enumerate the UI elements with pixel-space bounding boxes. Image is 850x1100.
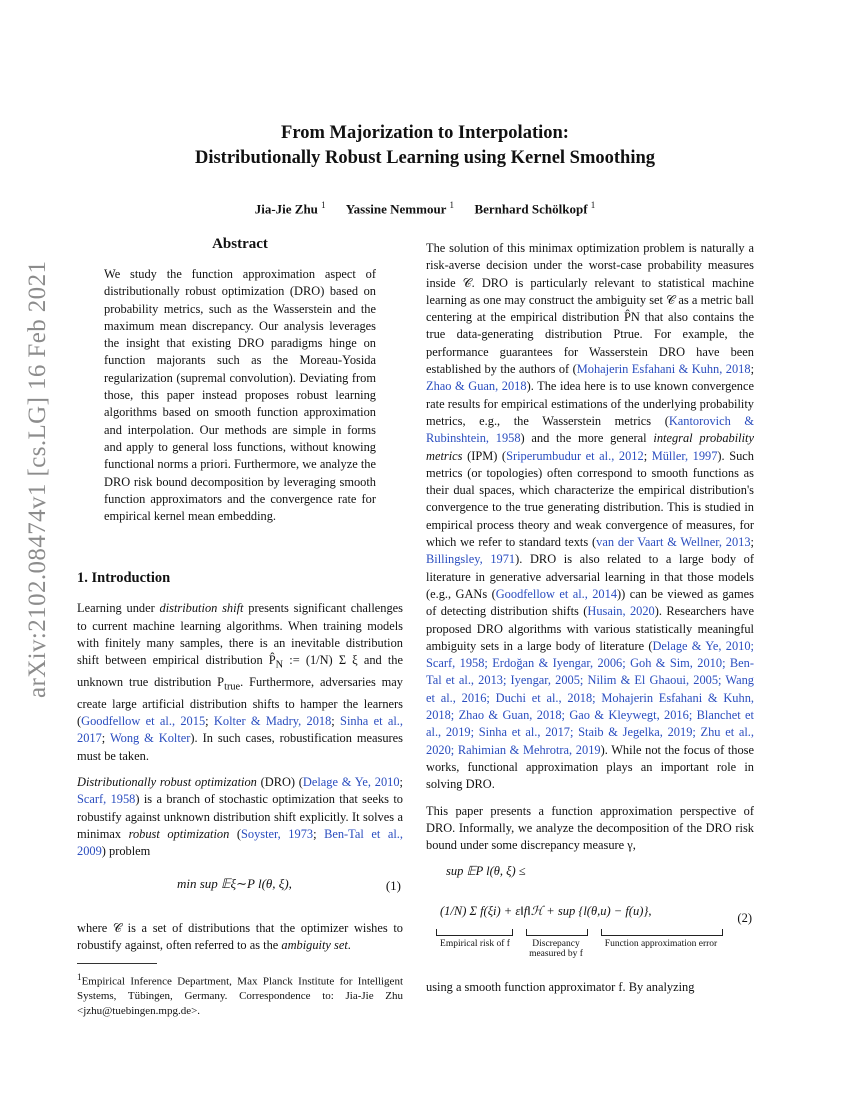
author-3: Bernhard Schölkopf bbox=[474, 201, 588, 217]
paper-title bbox=[0, 121, 850, 171]
citation-link[interactable]: Kantorovich & Rubinshtein, 1958 bbox=[426, 413, 754, 446]
citation-link[interactable]: Scarf, 1958 bbox=[77, 792, 136, 807]
right-paragraph-2: This paper presents a function approximation perspective of DRO. Informally, we analyze the decomposition of the DRO risk bound under some discrepancy measure γ, bbox=[426, 803, 754, 853]
underbrace bbox=[436, 929, 513, 936]
author-1: Jia-Jie Zhu bbox=[254, 201, 318, 217]
citation-link[interactable]: Goodfellow et al., 2015 bbox=[81, 714, 206, 729]
equation-2-line-1: sup 𝔼P l(θ, ξ) ≤ bbox=[446, 864, 526, 879]
citation-link[interactable]: Husain, 2020 bbox=[587, 604, 655, 619]
citation-link[interactable]: Wong & Kolter bbox=[109, 731, 191, 746]
title-line-1: From Majorization to Interpolation: bbox=[281, 123, 569, 143]
affiliation-mark: 1 bbox=[321, 200, 326, 210]
citation-link[interactable]: Zhao & Guan, 2018 bbox=[426, 379, 527, 394]
citation-link[interactable]: Ben-Tal et al., 2009 bbox=[77, 826, 403, 859]
intro-paragraph-3: where 𝒞 is a set of distributions that the optimizer wishes to robustify against, often referred to as the ambiguity set. bbox=[77, 920, 403, 952]
underbrace bbox=[526, 929, 588, 936]
citation-link[interactable]: Delage & Ye, 2010 bbox=[302, 775, 400, 790]
abstract-text: We study the function approximation aspect of distributionally robust optimization (DRO) based on probability metrics, such as the Wasserstein and the maximum mean discrepancy. Our analysis leverages the insight that existing DRO paradigms hinge on function majorants such as the Moreau-Yosida regularization (supremal convolution). Deviating from those, this paper instead proposes robust learning algorithms based on smooth function approximation and interpolation. Our methods are simple in forms and apply to general loss functions, without knowing functional norms a priori. Furthermore, we analyze the DRO risk bound decomposition by leveraging smooth function approximators and the convergence rate for empirical kernel mean embedding. bbox=[104, 267, 376, 524]
equation-1 bbox=[77, 870, 403, 914]
equation-2-line-2: (1/N) Σ f(ξi) + ε‖f‖ℋ + sup {l(θ,u) − f(u)}, bbox=[440, 904, 652, 919]
citation-link[interactable]: Mohajerin Esfahani & Kuhn, 2018 bbox=[576, 362, 751, 377]
citation-link[interactable]: Delage & Ye, 2010; Scarf, 1958; Erdoğan & Iyengar, 2006; Goh & Sim, 2010; Ben-Tal et al., 2013; Iyengar, 2005; Nilim & El Ghaoui, 2005; Wang et al., 2016; Duchi et al., 2018; Mohajerin Esfahani & Kuhn, 2018; Zhao & Guan, 2018; Gao & Kleywegt, 2016; Blanchet et al., 2019; Sinha et al., 2017; Staib & Jegelka, 2019; Zhu et al., 2020; Rahimian & Mehrotra, 2019 bbox=[426, 638, 754, 757]
right-paragraph-3: using a smooth function approximator f. By analyzing bbox=[426, 980, 695, 995]
footnote-divider bbox=[77, 963, 157, 964]
left-column bbox=[77, 236, 403, 1018]
section-heading-introduction: 1. Introduction bbox=[77, 570, 171, 587]
underbrace-label-empirical-risk: Empirical risk of f bbox=[440, 939, 510, 950]
citation-link[interactable]: Goodfellow et al., 2014 bbox=[495, 586, 618, 601]
underbrace bbox=[601, 929, 723, 936]
footnote: $^1$Empirical Inference Department, Max Planck Institute for Intelligent Systems, Tübingen, Germany. Correspondence to: Jia-Jie Zhu <jzhu@tuebingen.mpg.de>. bbox=[77, 972, 403, 1017]
equation-2-number: (2) bbox=[737, 911, 752, 926]
author-list bbox=[0, 200, 850, 217]
affiliation-mark: 1 bbox=[449, 200, 454, 210]
intro-paragraph-2: Distributionally robust optimization (DRO) (Delage & Ye, 2010; Scarf, 1958) is a branch of stochastic optimization that seeks to robustify against unknown distribution shift explicitly. It solves a minimax robust optimization (Soyster, 1973; Ben-Tal et al., 2009) problem bbox=[77, 775, 403, 859]
citation-link[interactable]: Müller, 1997 bbox=[651, 448, 718, 463]
underbrace-label-discrepancy: Discrepancy measured by f bbox=[529, 939, 583, 960]
affiliation-mark: 1 bbox=[590, 200, 596, 210]
underbrace-label-approx-error: Function approximation error bbox=[604, 939, 718, 950]
author-2: Yassine Nemmour bbox=[345, 201, 447, 217]
equation-2 bbox=[426, 863, 754, 973]
equation-1-number: (1) bbox=[385, 877, 401, 893]
citation-link[interactable]: Sinha et al., 2017 bbox=[77, 714, 403, 746]
intro-paragraph-1: Learning under distribution shift presents significant challenges to current machine learning algorithms. When training models with finitely many samples, there is an inevitable distribution shift between empirical distribution $P̂_N$ := (1/N) Σ ξ and the unknown true distribution $P_{true}$. Furthermore, adversaries may create large artificial distribution shifts to hamper the learners (Goodfellow et al., 2015; Kolter & Madry, 2018; Sinha et al., 2017; Wong & Kolter). In such cases, robustification measures must be taken. bbox=[77, 601, 404, 763]
abstract-heading: Abstract bbox=[212, 236, 268, 252]
equation-1-expression: min sup 𝔼ξ∼P l(θ, ξ), bbox=[177, 875, 292, 891]
citation-link[interactable]: Billingsley, 1971 bbox=[426, 552, 516, 567]
citation-link[interactable]: van der Vaart & Wellner, 2013 bbox=[596, 535, 751, 550]
title-line-2: Distributionally Robust Learning using Kernel Smoothing bbox=[194, 148, 655, 168]
citation-link[interactable]: Sriperumbudur et al., 2012 bbox=[506, 448, 644, 463]
right-column bbox=[426, 240, 754, 1006]
citation-link[interactable]: Kolter & Madry, 2018 bbox=[213, 714, 332, 729]
arxiv-identifier: arXiv:2102.08474v1 [cs.LG] 16 Feb 2021 bbox=[24, 260, 51, 698]
right-paragraph-1: The solution of this minimax optimization problem is naturally a risk-averse decision under the worst-case probability measures inside 𝒞. DRO is particularly relevant to statistical machine learning as one may construct the ambiguity set 𝒞 as a metric ball centering at the empirical distribution P̂N that also contains the true data-generating distribution Ptrue. For example, the performance guarantees for Wasserstein DRO have been established by the authors of (Mohajerin Esfahani & Kuhn, 2018; Zhao & Guan, 2018). The idea here is to use known convergence rate results for empirical estimations of the underlying probability metrics, e.g., the Wasserstein metrics (Kantorovich & Rubinshtein, 1958) and the more general integral probability metrics (IPM) (Sriperumbudur et al., 2012; Müller, 1997). Such metrics (or topologies) often correspond to smooth functions as their dual spaces, which characterize the empirical distribution's convergence to the true generating distribution. This is studied in empirical process theory and weak convergence of measures, for which we refer to standard texts (van der Vaart & Wellner, 2013; Billingsley, 1971). DRO is also related to a large body of literature in generative adversarial learning in that those models (e.g., GANs (Goodfellow et al., 2014)) can be viewed as games of detecting distribution shifts (Husain, 2020). Researchers have proposed DRO algorithms with various statistically meaningful ambiguity sets in a large body of literature (Delage & Ye, 2010; Scarf, 1958; Erdoğan & Iyengar, 2006; Goh & Sim, 2010; Ben-Tal et al., 2013; Iyengar, 2005; Nilim & El Ghaoui, 2005; Wang et al., 2016; Duchi et al., 2018; Mohajerin Esfahani & Kuhn, 2018; Zhao & Guan, 2018; Gao & Kleywegt, 2016; Blanchet et al., 2019; Sinha et al., 2017; Staib & Jegelka, 2019; Zhu et al., 2020; Rahimian & Mehrotra, 2019). While not the focus of those works, functional approximation plays an important role in solving DRO. bbox=[426, 241, 755, 792]
citation-link[interactable]: Soyster, 1973 bbox=[240, 826, 314, 841]
